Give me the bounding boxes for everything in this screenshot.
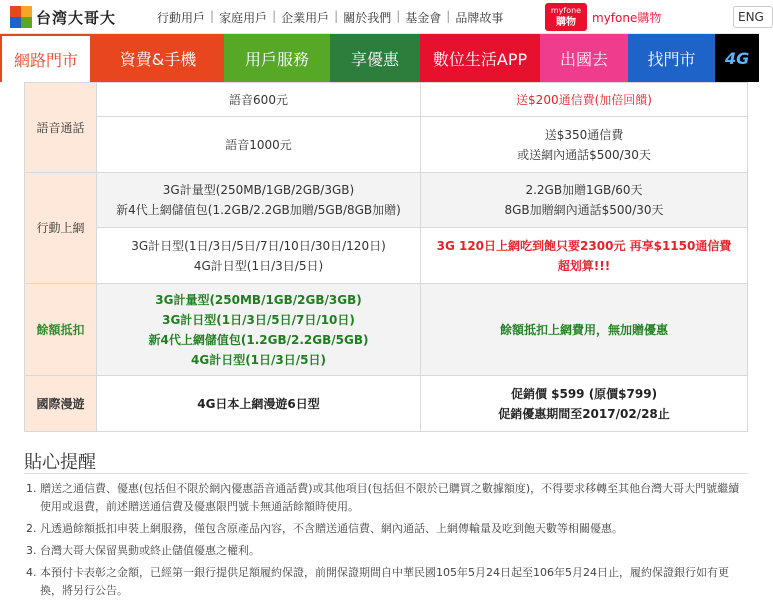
mobile-volume-plans: 3G計量型(250MB/1GB/2GB/3GB) 新4代上網儲值包(1.2GB/2.2GB加贈/5GB/8GB加贈) [97, 173, 421, 228]
category-voice: 語音通話 [25, 83, 97, 173]
nav-user-service[interactable]: 用戶服務 [224, 34, 330, 82]
note-item: 4. 本預付卡表彰之金額，已經第一銀行提供足額履約保證，前開保證期間自中華民國105年5月24日起至106年5月24日止，履約保證銀行如有更換，將另行公告。 [26, 566, 729, 597]
nav-rates-phones[interactable]: 資費&手機 [92, 34, 224, 82]
nav-travel[interactable]: 出國去 [540, 34, 628, 82]
note-item: 1. 贈送之通信費、優惠(包括但不限於網內優惠語音通話費)或其他項目(包括但不限於已購買之數據額度)，不得要求移轉至其他台灣大哥大門號繼續使用或退費，前述贈送通信費及優惠限門號卡無通話餘額時使用。 [26, 482, 740, 513]
roaming-plan: 4G日本上網漫遊6日型 [97, 376, 421, 432]
nav-find-store[interactable]: 找門市 [628, 34, 715, 82]
brand-name: 台湾大哥大 [36, 8, 117, 27]
myfone-shop-link[interactable] [545, 3, 661, 31]
myfone-badge: myfone 購物 [545, 3, 587, 31]
mobile-volume-offer: 2.2GB加贈1GB/60天 8GB加贈網內通話$500/30天 [421, 173, 748, 228]
brand-logo[interactable] [10, 5, 116, 29]
notes-title: 貼心提醒 [24, 452, 96, 473]
balance-plans: 3G計量型(250MB/1GB/2GB/3GB) 3G計日型(1日/3日/5日/7日/10日) 新4代上網儲值包(1.2GB/2.2GB/5GB) 4G計日型(1日/3日/5日) [97, 284, 421, 376]
nav-online-store[interactable]: 網路門市 [0, 34, 92, 82]
top-link-enterprise[interactable]: 企業用戶 [281, 11, 330, 25]
language-switch[interactable]: ENG [733, 6, 773, 28]
main-nav [0, 34, 759, 82]
voice-1000-offer: 送$350通信費 或送網內通話$500/30天 [421, 117, 748, 173]
nav-deals[interactable]: 享優惠 [330, 34, 420, 82]
top-link-mobile[interactable]: 行動用戶 [157, 11, 206, 25]
top-link-brand-story[interactable]: 品牌故事 [455, 11, 504, 25]
top-link-foundation[interactable]: 基金會 [405, 11, 442, 25]
myfone-label: myfone購物 [592, 10, 662, 25]
note-item: 3. 台灣大哥大保留異動或終止儲值優惠之權利。 [26, 544, 260, 557]
offer-table [24, 82, 748, 432]
mobile-daily-plans: 3G計日型(1日/3日/5日/7日/10日/30日/120日) 4G計日型(1日/3日/5日) [97, 228, 421, 284]
nav-4g[interactable]: 4G [715, 34, 759, 82]
voice-600-cell: 語音600元 [97, 83, 421, 117]
note-item: 2. 凡透過餘額抵扣申裝上網服務，僅包含原產品內容，不含贈送通信費、網內通話、上網傳輸量及吃到飽天數等相關優惠。 [26, 522, 623, 535]
voice-1000-cell: 語音1000元 [97, 117, 421, 173]
voice-600-offer: 送$200通信費(加倍回饋) [421, 83, 748, 117]
top-bar [0, 0, 764, 34]
brand-logo-icon [10, 6, 32, 28]
mobile-daily-offer: 3G 120日上網吃到飽只要2300元 再享$1150通信費 超划算!!! [421, 228, 748, 284]
notes-divider [24, 473, 748, 474]
category-balance-deduction: 餘額抵扣 [25, 284, 97, 376]
category-mobile-internet: 行動上網 [25, 173, 97, 284]
top-link-about[interactable]: 關於我們 [343, 11, 392, 25]
nav-digital-life-app[interactable]: 數位生活APP [420, 34, 540, 82]
top-link-home[interactable]: 家庭用戶 [219, 11, 268, 25]
balance-offer: 餘額抵扣上網費用，無加贈優惠 [421, 284, 748, 376]
category-roaming: 國際漫遊 [25, 376, 97, 432]
roaming-offer: 促銷價 $599 (原價$799) 促銷優惠期間至2017/02/28止 [421, 376, 748, 432]
top-links: 行動用戶 | 家庭用戶 | 企業用戶 | 關於我們 | 基金會 | 品牌故事 [152, 9, 508, 26]
notes-list [26, 480, 750, 604]
